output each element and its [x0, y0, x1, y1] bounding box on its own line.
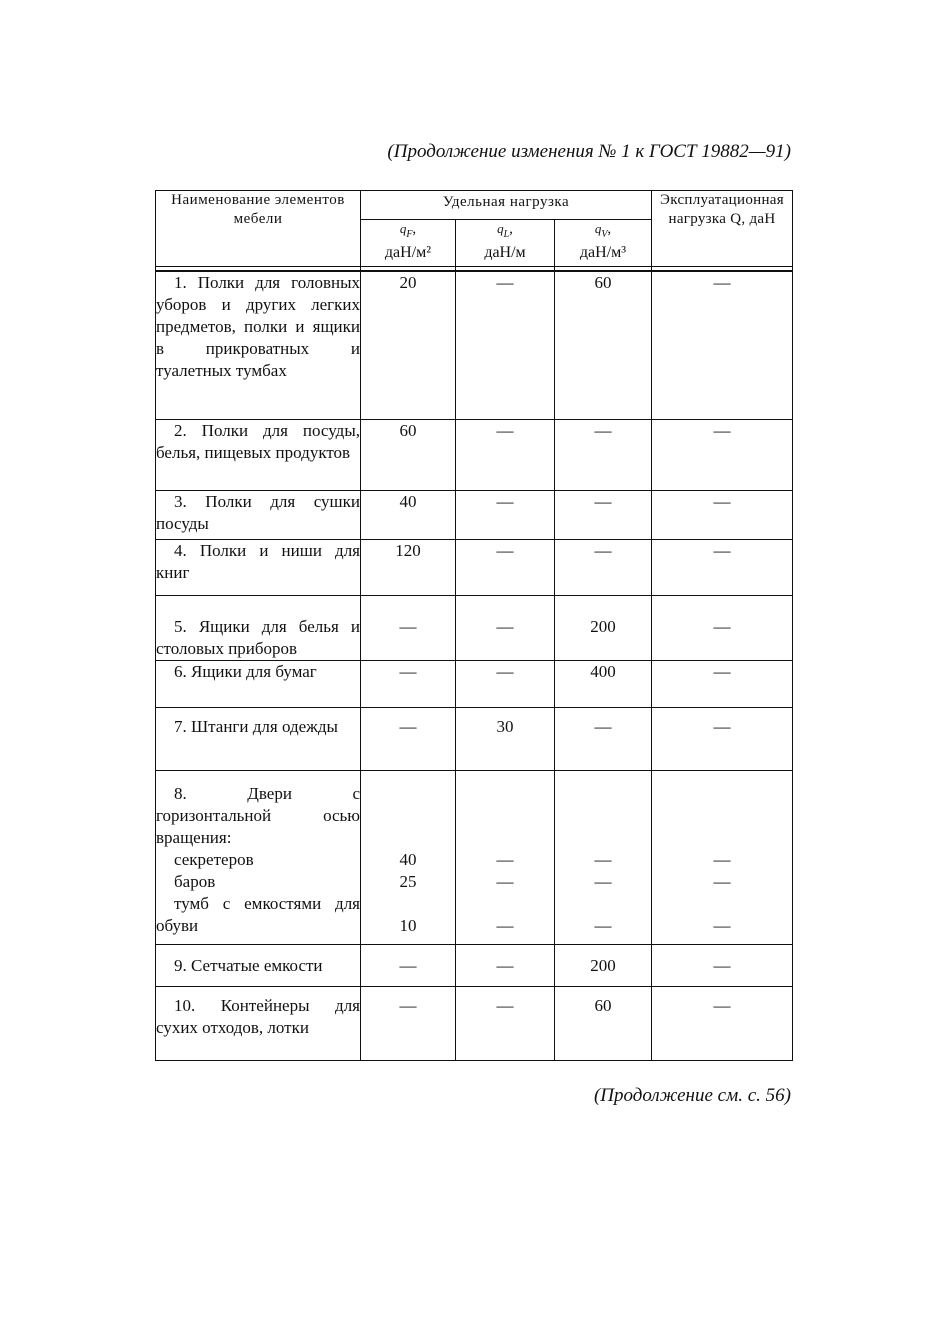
row-name: 1. Полки для головных уборов и других легких предметов, полки и ящики в прикроватных и туалетных тумбах [156, 271, 361, 419]
load-table [155, 190, 793, 1061]
ql-value: — [456, 595, 555, 660]
qv-sub-value: — [594, 915, 612, 935]
header-qf: $q_F$, даН/м² [361, 220, 456, 267]
row-name: 2. Полки для посуды, белья, пищевых продуктов [156, 419, 361, 490]
row-8-subitems [156, 849, 360, 937]
qf-unit: даН/м² [384, 244, 432, 261]
q-value: — [652, 419, 793, 490]
ql-value: — [456, 419, 555, 490]
row-name [156, 770, 361, 944]
header-operational-load: Эксплуатационная нагрузка Q, даН [652, 191, 793, 267]
ql-value: 30 [456, 707, 555, 770]
ql-value: — [456, 490, 555, 539]
qv-unit: даН/м³ [579, 244, 627, 261]
row-name: 6. Ящики для бумаг [156, 660, 361, 707]
row-name: 7. Штанги для одежды [156, 707, 361, 770]
header-qv: $q_V$, даН/м³ [555, 220, 652, 267]
qf-value: 20 [361, 271, 456, 419]
ql-value: — [456, 539, 555, 595]
qv-value [555, 770, 652, 944]
qv-sub-value: — [594, 871, 612, 891]
ql-symbol: q [497, 221, 504, 236]
row-name: 3. Полки для сушки посуды [156, 490, 361, 539]
table-row [156, 419, 793, 490]
ql-sub-value: — [496, 871, 514, 891]
q-sub-value: — [713, 915, 731, 935]
qv-value: 200 [555, 944, 652, 986]
qv-value: — [555, 539, 652, 595]
qf-subscript: F [406, 229, 413, 240]
table-row [156, 986, 793, 1060]
q-value: — [652, 595, 793, 660]
table-row [156, 944, 793, 986]
table-row [156, 271, 793, 419]
qv-value: — [555, 490, 652, 539]
ql-value [456, 770, 555, 944]
qf-sub-value: 10 [399, 915, 417, 935]
qv-subscript: V [601, 229, 608, 240]
ql-value: — [456, 271, 555, 419]
footer-note: (Продолжение см. с. 56) [593, 1085, 791, 1106]
table-row [156, 490, 793, 539]
subitem-name: секретеров [174, 849, 254, 869]
row-name: 9. Сетчатые емкости [156, 944, 361, 986]
ql-subscript: L [503, 229, 510, 240]
row-name: 4. Полки и ниши для книг [156, 539, 361, 595]
qf-value: 120 [361, 539, 456, 595]
qf-value: — [361, 986, 456, 1060]
ql-sub-value: — [496, 849, 514, 869]
qv-value: 60 [555, 986, 652, 1060]
qf-value: — [361, 660, 456, 707]
table-row [156, 595, 793, 660]
q-value: — [652, 944, 793, 986]
table-row [156, 707, 793, 770]
qv-sub-value: — [594, 849, 612, 869]
header-name-column: Наименование элементов мебели [156, 191, 361, 267]
ql-unit: даН/м [484, 244, 526, 261]
q-sub-value: — [713, 871, 731, 891]
table-row [156, 539, 793, 595]
qv-value: — [555, 707, 652, 770]
qf-value: 60 [361, 419, 456, 490]
qf-sub-value: 25 [399, 871, 417, 891]
ql-value: — [456, 660, 555, 707]
table-row [156, 770, 793, 944]
qv-symbol: q [594, 221, 602, 236]
qf-sub-value: 40 [399, 849, 417, 869]
q-value: — [652, 707, 793, 770]
q-value: — [652, 660, 793, 707]
qv-value: 400 [555, 660, 652, 707]
q-value: — [652, 539, 793, 595]
subitem-name: баров [174, 871, 216, 891]
q-sub-value: — [713, 849, 731, 869]
ql-value: — [456, 986, 555, 1060]
qf-value: — [361, 595, 456, 660]
qf-symbol: q [399, 221, 407, 236]
row-name: 5. Ящики для белья и столовых приборов [156, 595, 361, 660]
row-8-heading: 8. Двери с горизонтальной осью вращения: [156, 783, 360, 847]
qf-value: — [361, 707, 456, 770]
header-note: (Продолжение изменения № 1 к ГОСТ 19882—91) [387, 141, 791, 162]
q-value [652, 770, 793, 944]
qv-value: 200 [555, 595, 652, 660]
qf-value: — [361, 944, 456, 986]
header-specific-load: Удельная нагрузка [361, 191, 652, 220]
q-value: — [652, 986, 793, 1060]
header-ql: $q_L$, даН/м [456, 220, 555, 267]
ql-value: — [456, 944, 555, 986]
qf-value [361, 770, 456, 944]
row-name: 10. Контейнеры для сухих отходов, лотки [156, 986, 361, 1060]
subitem-name: тумб с емкостями для обуви [156, 893, 360, 935]
table-row [156, 660, 793, 707]
ql-sub-value: — [496, 915, 514, 935]
q-value: — [652, 271, 793, 419]
qv-value: 60 [555, 271, 652, 419]
qf-value: 40 [361, 490, 456, 539]
q-value: — [652, 490, 793, 539]
qv-value: — [555, 419, 652, 490]
